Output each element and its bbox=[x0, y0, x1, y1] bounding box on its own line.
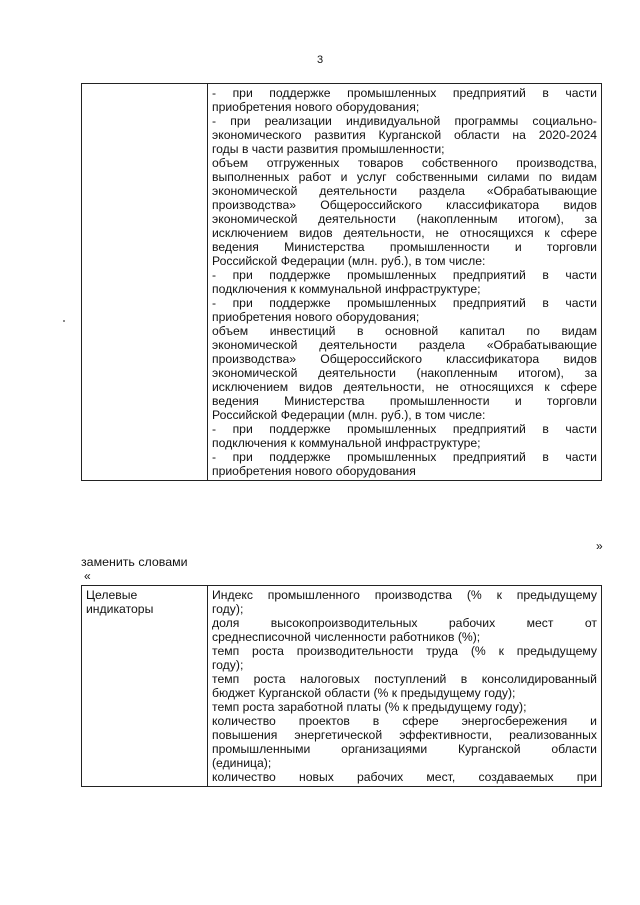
table-left-cell bbox=[82, 586, 208, 787]
text-line: производства» Общероссийского классификатора видов bbox=[212, 198, 597, 212]
text-line: приобретения нового оборудования; bbox=[212, 100, 420, 114]
row-heading: Целевые bbox=[86, 588, 138, 602]
text-line: подключения к коммунальной инфраструктуре; bbox=[212, 282, 481, 296]
text-line: экономической деятельности (накопленным итогом), за bbox=[212, 212, 597, 226]
text-line: количество проектов в сфере энергосбережения и bbox=[212, 714, 597, 728]
text-line: Российской Федерации (млн. руб.), в том числе: bbox=[212, 254, 486, 268]
page-number: 3 bbox=[316, 54, 324, 66]
text-line: экономической деятельности (накопленным итогом), за bbox=[212, 366, 597, 380]
passport-table-new bbox=[81, 585, 602, 787]
table-right-cell bbox=[208, 84, 602, 481]
text-line: промышленными организациями Курганской области bbox=[212, 742, 597, 756]
row-heading: индикаторы bbox=[86, 602, 154, 616]
text-line: доля высокопроизводительных рабочих мест от bbox=[212, 616, 597, 630]
text-line: приобретения нового оборудования; bbox=[212, 310, 420, 324]
text-line: - при поддержке промышленных предприятий в части bbox=[212, 450, 597, 464]
scan-speck bbox=[63, 320, 65, 322]
text-line: производства» Общероссийского классификатора видов bbox=[212, 352, 597, 366]
text-line: Российской Федерации (млн. руб.), в том числе: bbox=[212, 408, 486, 422]
text-line: темп роста заработной платы (% к предыдущему году); bbox=[212, 700, 527, 714]
text-line: объем инвестиций в основной капитал по видам bbox=[212, 324, 597, 338]
text-line: (единица); bbox=[212, 756, 272, 770]
text-line: экономической деятельности раздела «Обрабатывающие bbox=[212, 338, 597, 352]
opening-quote: « bbox=[84, 569, 91, 583]
text-line: - при поддержке промышленных предприятий в части bbox=[212, 268, 597, 282]
text-line: году); bbox=[212, 602, 244, 616]
closing-quote: » bbox=[596, 539, 603, 553]
text-line: объем отгруженных товаров собственного производства, bbox=[212, 156, 597, 170]
text-line: бюджет Курганской области (% к предыдущему году); bbox=[212, 686, 516, 700]
text-line: - при поддержке промышленных предприятий в части bbox=[212, 296, 597, 310]
text-line: темп роста налоговых поступлений в консолидированный bbox=[212, 672, 597, 686]
passport-table-old bbox=[81, 83, 602, 481]
table-left-cell bbox=[82, 84, 208, 481]
text-line: повышения энергетической эффективности, реализованных bbox=[212, 728, 597, 742]
text-line: темп роста производительности труда (% к предыдущему bbox=[212, 644, 597, 658]
text-line: ведения Министерства промышленности и торговли bbox=[212, 240, 597, 254]
text-line: подключения к коммунальной инфраструктуре; bbox=[212, 436, 481, 450]
text-line: - при реализации индивидуальной программы социально- bbox=[212, 114, 597, 128]
text-line: исключением видов деятельности, не относящихся к сфере bbox=[212, 380, 597, 394]
text-line: выполненных работ и услуг собственными силами по видам bbox=[212, 170, 597, 184]
text-line: экономической деятельности раздела «Обрабатывающие bbox=[212, 184, 597, 198]
text-line: - при поддержке промышленных предприятий в части bbox=[212, 422, 597, 436]
text-line: приобретения нового оборудования bbox=[212, 464, 416, 478]
text-line: ведения Министерства промышленности и торговли bbox=[212, 394, 597, 408]
table-right-cell bbox=[208, 586, 602, 787]
text-line: среднесписочной численности работников (%); bbox=[212, 630, 481, 644]
text-line: экономического развития Курганской области на 2020-2024 bbox=[212, 128, 597, 142]
text-line: Индекс промышленного производства (% к предыдущему bbox=[212, 588, 597, 602]
text-line: году); bbox=[212, 658, 244, 672]
text-line: исключением видов деятельности, не относящихся к сфере bbox=[212, 226, 597, 240]
text-line: - при поддержке промышленных предприятий в части bbox=[212, 86, 597, 100]
replace-instruction: заменить словами bbox=[81, 555, 188, 569]
text-line: годы в части развития промышленности; bbox=[212, 142, 445, 156]
text-line: количество новых рабочих мест, создаваемых при bbox=[212, 770, 597, 784]
